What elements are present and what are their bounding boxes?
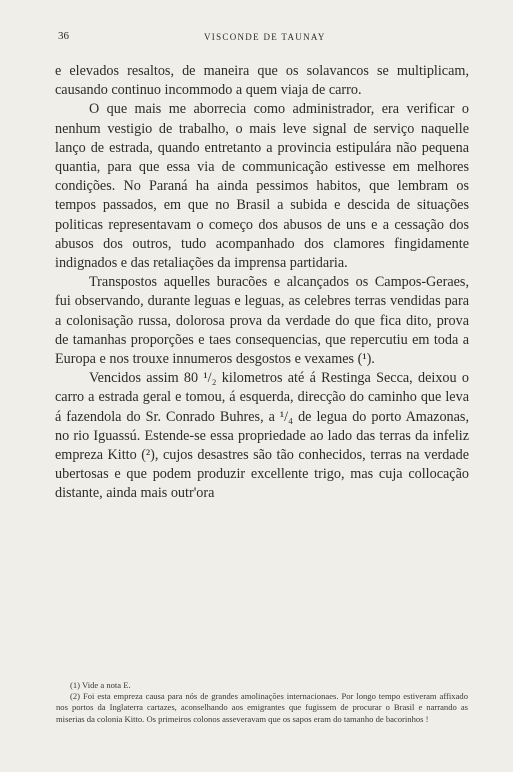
- paragraph: O que mais me aborrecia como administrador, era verificar o nenhum vestigio de trabalho, o mais leve signal de serviço naquelle lanço de estrada, quando entretanto a provincia estipulára não pequena quantia, para que essa via de communicação estivesse em melhores condições. No Paraná ha ainda pessimos habitos, que lembram os tempos passados, em que no Brasil a subida e descida de situações politicas representavam o começo dos abusos de uns e a cessação dos abusos dos outros, tudo acompanhado dos clamores fingidamente indignados e das retaliações da imprensa partidaria.: [55, 101, 469, 272]
- paragraph: Transpostos aquelles buracões e alcançados os Campos-Geraes, fui observando, durante leguas e leguas, as celebres terras vendidas para a colonisação russa, dolorosa prova da verdade do que fica dito, prova de tamanhas proporções e taes consequencias, que repercutiu em toda a Europa e nos trouxe innumeros desgostos e vexames (¹).: [55, 274, 469, 368]
- footnotes: [56, 680, 468, 725]
- page-header: [58, 30, 460, 46]
- body-text: [55, 62, 469, 504]
- footnote: (1) Vide a nota E.: [70, 680, 131, 690]
- footnote: (2) Foi esta empreza causa para nós de grandes amolinações internacionaes. Por longo tempo estiveram affixado nos portos da Inglaterra cartazes, aconselhando aos emigrantes que fugissem de procurar o Brasil e narrando as miserias da colonia Kitto. Os primeiros colonos asseveravam que os sapos eram do tamanho de bacorinhos !: [56, 691, 468, 724]
- paragraph: Vencidos assim 80 ¹/₂ kilometros até á Restinga Secca, deixou o carro a estrada geral e tomou, á esquerda, direcção do caminho que leva á fazendola do Sr. Conrado Buhres, a ¹/₄ de legua do porto Amazonas, no rio Iguassú. Estende-se essa propriedade ao lado das terras da infeliz empreza Kitto (²), cujos desastres são tão conhecidos, terras na verdade ubertosas e que podem produzir excellente trigo, mas cuja collocação distante, ainda mais outr'ora: [55, 370, 469, 502]
- running-title: VISCONDE DE TAUNAY: [204, 32, 326, 42]
- paragraph-continuation: e elevados resaltos, de maneira que os solavancos se multiplicam, causando continuo incommodo a quem viaja de carro.: [55, 63, 469, 99]
- page-number: 36: [58, 30, 69, 42]
